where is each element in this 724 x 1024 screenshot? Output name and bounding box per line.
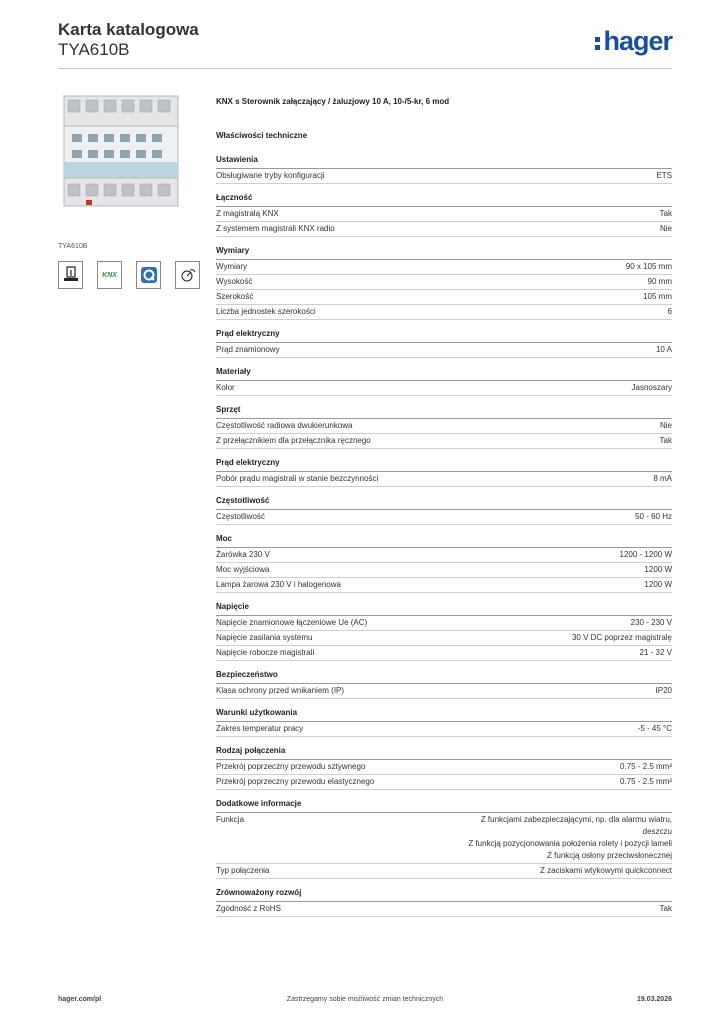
spec-value (468, 813, 672, 863)
spec-section (216, 745, 672, 790)
spec-label: Napięcie robocze magistrali (216, 648, 315, 657)
spec-sections (216, 154, 672, 917)
spec-value-line: 8 mA (653, 474, 672, 483)
spec-value-line: Tak (659, 209, 672, 218)
spec-value-line: 105 mm (643, 292, 672, 301)
footer-disclaimer: Zastrzegamy sobie możliwość zmian technicznych (286, 996, 444, 1003)
spec-value-line: 0.75 - 2.5 mm² (619, 777, 672, 786)
spec-value (660, 419, 672, 433)
spec-section (216, 366, 672, 396)
spec-row (216, 616, 672, 631)
section-title: Wymiary (216, 245, 672, 260)
section-title: Materiały (216, 366, 672, 381)
spec-row (216, 207, 672, 222)
spec-label: Zgodność z RoHS (216, 904, 281, 913)
spec-value-line: Nie (659, 421, 672, 430)
spec-row (216, 631, 672, 646)
spec-section (216, 798, 672, 879)
spec-label: Prąd znamionowy (216, 345, 280, 354)
footer-website-link[interactable]: hager.com/pl (58, 996, 102, 1003)
spec-label: Z systemem magistrali KNX radio (216, 224, 335, 233)
spec-row (216, 563, 672, 578)
spec-row (216, 578, 672, 593)
spec-value-line: 230 - 230 V (630, 618, 672, 627)
spec-value-line: 1200 W (644, 580, 672, 589)
spec-section (216, 669, 672, 699)
spec-value-line: 1200 W (644, 565, 672, 574)
section-title: Częstotliwość (216, 495, 672, 510)
spec-row (216, 169, 672, 184)
spec-row (216, 864, 672, 879)
spec-value (656, 343, 672, 357)
spec-value (660, 207, 672, 221)
spec-label: Lampa żarowa 230 V i halogenowa (216, 580, 341, 589)
page-subtitle: TYA610B (58, 40, 130, 59)
spec-row (216, 305, 672, 320)
spec-value (656, 684, 672, 698)
technical-content (216, 96, 672, 925)
spec-value-line: Z funkcją osłony przeciwsłonecznej (547, 851, 672, 860)
spec-value (540, 864, 672, 878)
spec-value-line: 0.75 - 2.5 mm² (619, 762, 672, 771)
section-title: Dodatkowe informacje (216, 798, 672, 813)
section-title: Prąd elektryczny (216, 457, 672, 472)
din-rail-module-icon (58, 90, 184, 218)
spec-value (620, 775, 672, 789)
section-title: Rodzaj połączenia (216, 745, 672, 760)
knx-logo-icon (97, 261, 122, 289)
spec-value (648, 275, 672, 289)
din-rail-icon (58, 261, 83, 289)
spec-label: Napięcie znamionowe łączeniowe Ue (AC) (216, 618, 368, 627)
spec-value (572, 631, 672, 645)
footer-date: 19.03.2026 (636, 996, 672, 1003)
wind-alarm-icon (175, 261, 200, 289)
section-title: Sprzęt (216, 404, 672, 419)
spec-row (216, 548, 672, 563)
spec-label: Częstotliwość (216, 512, 265, 521)
spec-section (216, 192, 672, 237)
spec-value-line: -5 - 45 °C (637, 724, 672, 733)
section-title: Ustawienia (216, 154, 672, 169)
spec-section (216, 404, 672, 449)
spec-row (216, 902, 672, 917)
spec-value-line: 10 A (655, 345, 672, 354)
spec-value (632, 381, 672, 395)
hager-logo (595, 24, 672, 58)
spec-value-line: 21 - 32 V (639, 648, 672, 657)
spec-value-line: Tak (659, 904, 672, 913)
product-description: KNX s Sterownik załączający / żaluzjowy 10 A, 10-/5-kr, 6 mod (216, 97, 450, 106)
spec-value-line: ETS (656, 171, 672, 180)
spec-row (216, 260, 672, 275)
spec-section (216, 457, 672, 487)
spec-value-line: Nie (659, 224, 672, 233)
spec-label: Pobór prądu magistrali w stanie bezczynności (216, 474, 379, 483)
spec-value-line: IP20 (655, 686, 672, 695)
section-title: Moc (216, 533, 672, 548)
spec-value-line: 30 V DC poprzez magistralę (571, 633, 672, 642)
spec-label: Zakres temperatur pracy (216, 724, 304, 733)
spec-label: Częstotliwość radiowa dwukierunkowa (216, 421, 353, 430)
spec-label: Klasa ochrony przed wnikaniem (IP) (216, 686, 345, 695)
spec-value-line: Jasnoszary (631, 383, 672, 392)
spec-value (643, 290, 672, 304)
spec-value-line: Z funkcją pozycjonowania położenia rolety i pozycji lameli (468, 839, 672, 848)
spec-section (216, 887, 672, 917)
spec-section (216, 601, 672, 661)
section-title: Zrównoważony rozwój (216, 887, 672, 902)
spec-row (216, 419, 672, 434)
spec-value (635, 510, 672, 524)
spec-label: Typ połączenia (216, 866, 270, 875)
spec-section (216, 707, 672, 737)
spec-value (620, 548, 672, 562)
spec-row (216, 290, 672, 305)
section-title: Łączność (216, 192, 672, 207)
spec-value (631, 616, 672, 630)
spec-row (216, 684, 672, 699)
spec-value (660, 902, 672, 916)
spec-row (216, 434, 672, 449)
spec-value-line: Tak (659, 436, 672, 445)
spec-value (644, 563, 672, 577)
section-title: Warunki użytkowania (216, 707, 672, 722)
section-title: Bezpieczeństwo (216, 669, 672, 684)
technical-properties-title: Właściwości techniczne (216, 131, 308, 140)
spec-row (216, 760, 672, 775)
spec-value (620, 760, 672, 774)
spec-value (656, 169, 672, 183)
spec-row (216, 275, 672, 290)
spec-value (653, 472, 672, 486)
spec-value-line: 50 - 60 Hz (635, 512, 672, 521)
spec-row (216, 381, 672, 396)
quickconnect-icon (136, 261, 161, 289)
spec-label: Moc wyjściowa (216, 565, 270, 574)
spec-value (660, 222, 672, 236)
spec-section (216, 245, 672, 320)
spec-label: Funkcja (216, 815, 245, 824)
spec-label: Kolor (216, 383, 235, 392)
spec-value-line: Z funkcjami zabezpieczającymi, np. dla alarmu wiatru, (480, 815, 672, 824)
image-caption: TYA610B (58, 243, 88, 250)
spec-value-line: deszczu (642, 827, 672, 836)
spec-label: Żarówka 230 V (216, 550, 270, 559)
spec-label: Wysokość (216, 277, 253, 286)
spec-value (638, 722, 672, 736)
spec-value-line: 1200 - 1200 W (619, 550, 672, 559)
spec-label: Napięcie zasilania systemu (216, 633, 313, 642)
spec-section (216, 495, 672, 525)
badge-row (58, 261, 200, 289)
spec-label: Z przełącznikiem dla przełącznika ręcznego (216, 436, 371, 445)
spec-value (668, 305, 672, 319)
spec-label: Wymiary (216, 262, 248, 271)
spec-section (216, 154, 672, 184)
document-header (58, 20, 199, 60)
spec-row (216, 343, 672, 358)
spec-row (216, 722, 672, 737)
page-title: Karta katalogowa (58, 20, 199, 39)
spec-value-line: 6 (667, 307, 672, 316)
spec-section (216, 533, 672, 593)
section-title: Prąd elektryczny (216, 328, 672, 343)
spec-row (216, 775, 672, 790)
spec-row (216, 510, 672, 525)
knx-badge-text: KNX (102, 271, 117, 279)
spec-value-line: Z zaciskami wtykowymi quickconnect (539, 866, 672, 875)
section-title: Napięcie (216, 601, 672, 616)
spec-row (216, 646, 672, 661)
spec-row (216, 472, 672, 487)
spec-label: Przekrój poprzeczny przewodu sztywnego (216, 762, 366, 771)
product-image (58, 90, 184, 218)
spec-value-line: 90 mm (647, 277, 672, 286)
spec-value (626, 260, 672, 274)
logo-dots-icon (595, 37, 600, 50)
spec-section (216, 328, 672, 358)
spec-row (216, 222, 672, 237)
spec-label: Szerokość (216, 292, 254, 301)
spec-value (640, 646, 672, 660)
spec-label: Przekrój poprzeczny przewodu elastycznego (216, 777, 375, 786)
spec-label: Obsługiwane tryby konfiguracji (216, 171, 325, 180)
logo-text: hager (603, 26, 672, 56)
spec-value (644, 578, 672, 592)
spec-label: Z magistralą KNX (216, 209, 279, 218)
spec-value (660, 434, 672, 448)
spec-row (216, 813, 672, 864)
spec-label: Liczba jednostek szerokości (216, 307, 316, 316)
header-divider (58, 68, 672, 69)
spec-value-line: 90 x 105 mm (625, 262, 672, 271)
